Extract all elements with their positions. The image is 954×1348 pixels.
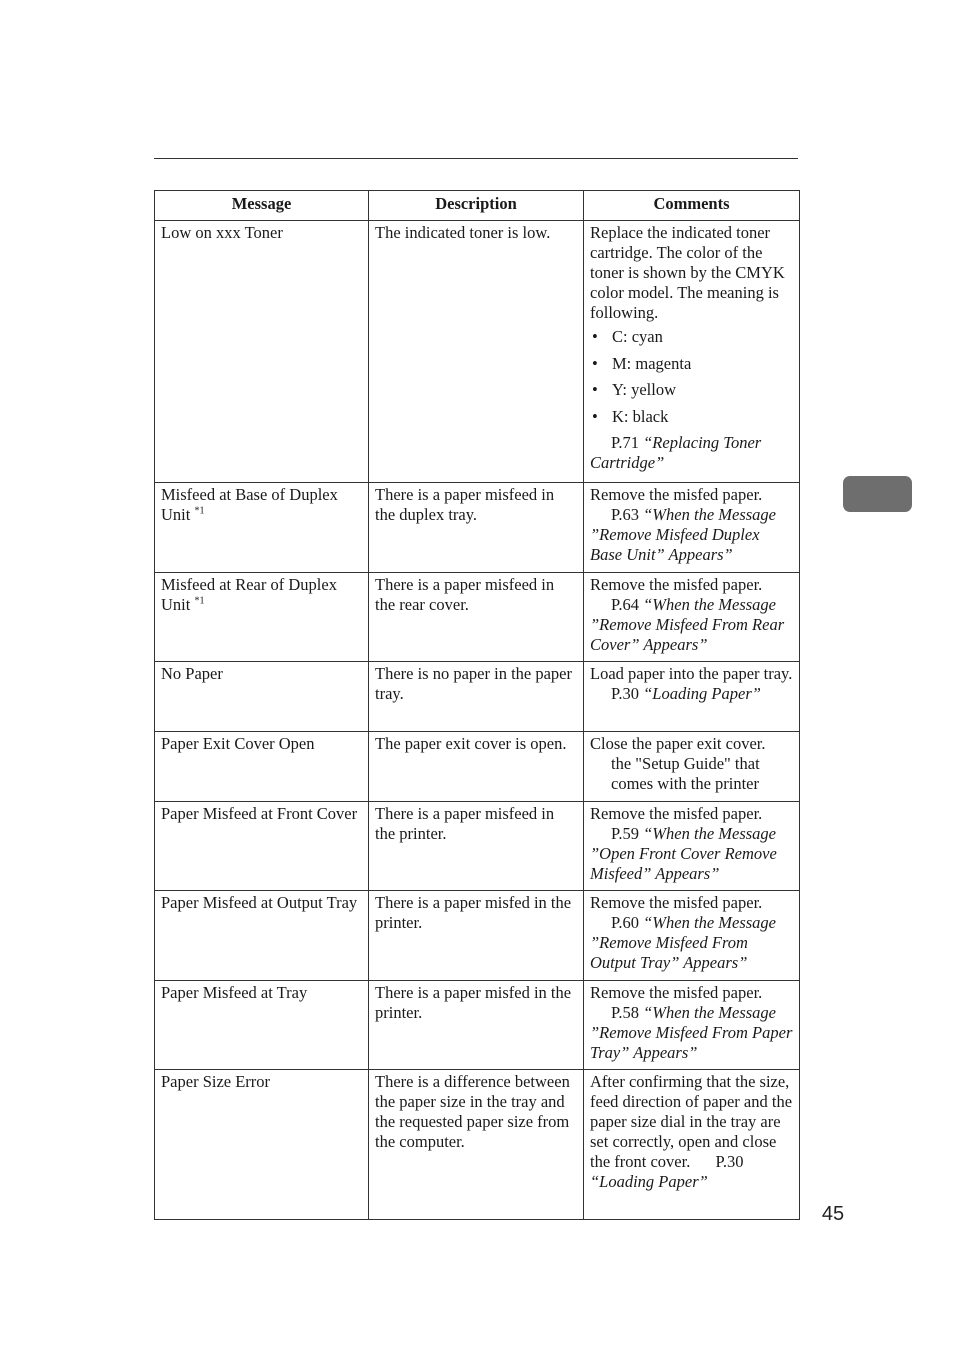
top-rule bbox=[154, 158, 798, 159]
comments-cell bbox=[584, 732, 800, 802]
message-cell bbox=[155, 573, 369, 662]
cross-reference[interactable] bbox=[590, 684, 761, 703]
list-item: • M: magenta bbox=[590, 354, 793, 374]
footnote-mark: *1 bbox=[194, 595, 205, 607]
description-cell: There is a paper misfed in the printer. bbox=[369, 981, 584, 1070]
comments-cell bbox=[584, 573, 800, 662]
message-text: Misfeed at Base of Duplex Unit bbox=[161, 485, 338, 524]
description-cell: The paper exit cover is open. bbox=[369, 732, 584, 802]
description-cell: There is a paper misfeed in the rear cover. bbox=[369, 573, 584, 662]
comment-text: Remove the misfed paper. bbox=[590, 893, 763, 912]
list-item: • C: cyan bbox=[590, 327, 793, 347]
message-cell: Paper Exit Cover Open bbox=[155, 732, 369, 802]
description-cell: The indicated toner is low. bbox=[369, 221, 584, 483]
header-comments: Comments bbox=[584, 191, 800, 221]
description-cell: There is no paper in the paper tray. bbox=[369, 662, 584, 732]
table-row bbox=[155, 662, 800, 732]
table-row bbox=[155, 1070, 800, 1220]
ref-title: “When the Message ”Remove Misfeed From Paper Tray” Appears” bbox=[590, 1003, 793, 1062]
ref-page: P.30 bbox=[611, 684, 639, 703]
comments-cell bbox=[584, 483, 800, 573]
comments-cell bbox=[584, 1070, 800, 1220]
comments-cell bbox=[584, 662, 800, 732]
table-header-row bbox=[155, 191, 800, 221]
message-cell bbox=[155, 483, 369, 573]
cross-reference[interactable] bbox=[590, 1003, 793, 1063]
comment-text: Load paper into the paper tray. bbox=[590, 664, 793, 683]
description-cell: There is a paper misfeed in the printer. bbox=[369, 802, 584, 891]
ref-title: “When the Message ”Open Front Cover Remove Misfeed” Appears” bbox=[590, 824, 777, 883]
table-row bbox=[155, 221, 800, 483]
description-cell: There is a difference between the paper size in the tray and the requested paper size from the computer. bbox=[369, 1070, 584, 1220]
comment-text: Remove the misfed paper. bbox=[590, 804, 763, 823]
comment-text: Remove the misfed paper. bbox=[590, 983, 763, 1002]
error-message-table bbox=[154, 190, 800, 1220]
comment-text: Remove the misfed paper. bbox=[590, 575, 763, 594]
cross-reference[interactable]: the "Setup Guide" that comes with the printer bbox=[611, 754, 760, 793]
comment-text: Replace the indicated toner cartridge. The color of the toner is shown by the CMYK color model. The meaning is following. bbox=[590, 223, 785, 322]
cross-reference[interactable] bbox=[590, 913, 793, 973]
comment-text: Remove the misfed paper. bbox=[590, 485, 763, 504]
ref-title: “When the Message ”Remove Misfeed From Rear Cover” Appears” bbox=[590, 595, 785, 654]
table-row bbox=[155, 981, 800, 1070]
table-row bbox=[155, 573, 800, 662]
message-cell: Low on xxx Toner bbox=[155, 221, 369, 483]
message-cell: No Paper bbox=[155, 662, 369, 732]
ref-page: P.64 bbox=[611, 595, 639, 614]
ref-title: “When the Message ”Remove Misfeed From Output Tray” Appears” bbox=[590, 913, 776, 972]
description-cell: There is a paper misfed in the printer. bbox=[369, 891, 584, 981]
ref-title: “When the Message ”Remove Misfeed Duplex Base Unit” Appears” bbox=[590, 505, 776, 564]
list-item: • K: black bbox=[590, 407, 793, 427]
cross-reference[interactable] bbox=[590, 505, 793, 565]
list-item: • Y: yellow bbox=[590, 380, 793, 400]
table-row bbox=[155, 732, 800, 802]
comments-cell bbox=[584, 981, 800, 1070]
cross-reference[interactable] bbox=[590, 433, 793, 473]
table-row bbox=[155, 483, 800, 573]
message-cell: Paper Misfeed at Output Tray bbox=[155, 891, 369, 981]
message-cell: Paper Size Error bbox=[155, 1070, 369, 1220]
footnote-mark: *1 bbox=[194, 505, 205, 517]
table-row bbox=[155, 802, 800, 891]
color-list bbox=[590, 327, 793, 427]
chapter-tab bbox=[843, 476, 912, 512]
comments-cell bbox=[584, 802, 800, 891]
ref-page: P.60 bbox=[611, 913, 639, 932]
ref-title: “Loading Paper” bbox=[590, 1172, 708, 1191]
page-number: 45 bbox=[821, 1203, 845, 1225]
ref-page: P.58 bbox=[611, 1003, 639, 1022]
comments-cell bbox=[584, 221, 800, 483]
ref-page: P.71 bbox=[611, 433, 639, 452]
message-text: Misfeed at Rear of Duplex Unit bbox=[161, 575, 337, 614]
ref-page: P.30 bbox=[715, 1152, 744, 1171]
cross-reference[interactable] bbox=[590, 824, 793, 884]
ref-title: “Replacing Toner Cartridge” bbox=[590, 433, 762, 472]
cross-reference[interactable] bbox=[590, 595, 793, 655]
message-cell: Paper Misfeed at Front Cover bbox=[155, 802, 369, 891]
message-cell: Paper Misfeed at Tray bbox=[155, 981, 369, 1070]
header-description: Description bbox=[369, 191, 584, 221]
description-cell: There is a paper misfeed in the duplex tray. bbox=[369, 483, 584, 573]
comment-text: After confirming that the size, feed direction of paper and the paper size dial in the tray are set correctly, open and close the front cover. bbox=[590, 1072, 793, 1171]
comments-cell bbox=[584, 891, 800, 981]
ref-page: P.59 bbox=[611, 824, 639, 843]
ref-page: P.63 bbox=[611, 505, 639, 524]
comment-text: Close the paper exit cover. bbox=[590, 734, 766, 753]
ref-title: “Loading Paper” bbox=[643, 684, 761, 703]
header-message: Message bbox=[155, 191, 369, 221]
table-row bbox=[155, 891, 800, 981]
